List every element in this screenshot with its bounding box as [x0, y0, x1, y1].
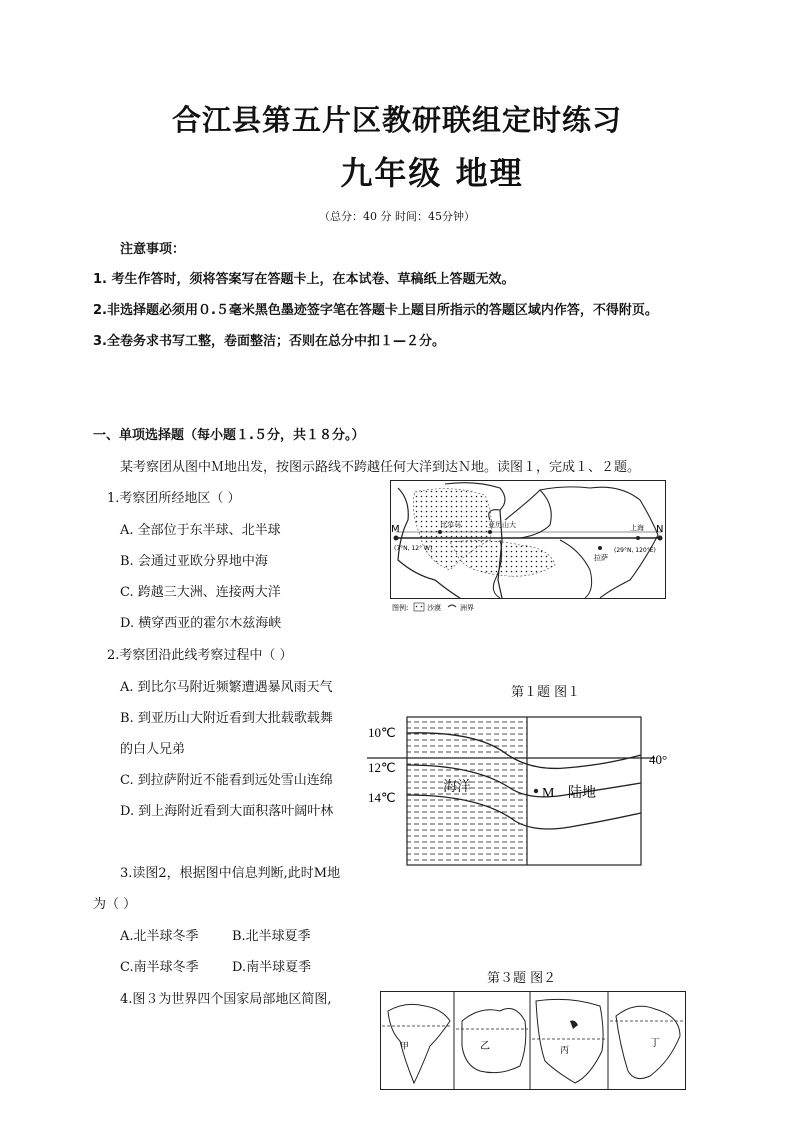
isotherm-12: 12℃ [368, 760, 396, 775]
map-label-alexandria: 亚历山大 [488, 521, 516, 529]
section1-heading: 一、单项选择题（每小题１.５分，共１８分。） [93, 428, 365, 443]
figure1-map [390, 480, 666, 615]
q4-stem: 4.图３为世界四个国家局部地区简图, [120, 992, 332, 1007]
note-item-1: 1. 考生作答时，须将答案写在答题卡上，在本试卷、草稿纸上答题无效。 [93, 272, 515, 287]
ocean-label: 海洋 [443, 779, 471, 795]
q2-stem: 2.考察团沿此线考察过程中（ ） [107, 648, 293, 663]
q2-option-d: D. 到上海附近看到大面积落叶阔叶林 [120, 804, 334, 819]
q1-option-d: D. 横穿西亚的霍尔木兹海峡 [120, 616, 282, 631]
map-legend-desert: 沙漠 [427, 604, 441, 612]
q2-option-b-cont: 的白人兄弟 [120, 742, 186, 757]
figure1-caption: 第１题 图１ [511, 685, 581, 700]
map-legend-border: 洲界 [460, 604, 474, 612]
map-label-bilma: 比尔马 [440, 521, 461, 529]
q2-option-b: B. 到亚历山大附近看到大批载歌载舞 [120, 711, 333, 726]
notes-heading: 注意事项： [120, 242, 186, 257]
q2-option-a: A. 到比尔马附近频繁遭遇暴风雨天气 [120, 680, 333, 695]
q3-option-d: D.南半球夏季 [232, 960, 312, 975]
point-m: M [542, 786, 555, 801]
score-info: （总分：40 分 时间：45分钟） [319, 210, 475, 223]
figure3-panel-3: 丙 [560, 1046, 570, 1056]
q1-option-c: C. 跨越三大洲、连接两大洋 [120, 585, 281, 600]
map-label-m-coord: (7°N, 12° W) [394, 545, 433, 552]
map-label-lhasa: 拉萨 [594, 554, 608, 562]
section1-intro: 某考察团从图中Ｍ地出发，按图示路线不跨越任何大洋到达Ｎ地。读图１，完成１、２题。 [120, 460, 641, 475]
map-label-n-coord: (29°N, 120°E) [614, 547, 656, 554]
q3-stem-line2: 为（ ） [93, 897, 137, 912]
q3-option-b: B.北半球夏季 [232, 929, 311, 944]
figure3-panel-2: 乙 [480, 1041, 490, 1052]
map-label-m: M [391, 524, 400, 535]
note-item-3: 3.全卷务求书写工整，卷面整洁；否则在总分中扣１—２分。 [93, 334, 445, 349]
figure2-isotherms [365, 713, 715, 870]
figure3-panel-4: 丁 [650, 1038, 660, 1049]
figure3-panel-1: 甲 [400, 1042, 410, 1052]
figure2-caption: 第３题 图２ [487, 971, 557, 986]
q3-stem-line1: 3.读图2，根据图中信息判断,此时M地 [120, 866, 341, 881]
isotherm-14: 14℃ [368, 790, 396, 805]
figure3-maps [380, 991, 686, 1090]
map-label-n: N [656, 524, 664, 535]
map-label-shanghai: 上海 [630, 524, 644, 532]
map-legend-title: 图例: [392, 604, 409, 612]
q3-option-c: C.南半球冬季 [120, 960, 199, 975]
exam-title: 合江县第五片区教研联组定时练习 [171, 103, 622, 137]
q2-option-c: C. 到拉萨附近不能看到远处雪山连绵 [120, 773, 333, 788]
q1-option-b: B. 会通过亚欧分界地中海 [120, 554, 268, 569]
q3-option-a: A.北半球冬季 [120, 929, 199, 944]
note-item-2: 2.非选择题必须用０.５毫米黑色墨迹签字笔在答题卡上题目所指示的答题区域内作答，不得附页。 [93, 303, 658, 318]
isotherm-10: 10℃ [368, 725, 396, 740]
q1-stem: 1.考察团所经地区（ ） [107, 491, 241, 506]
land-label: 陆地 [568, 785, 596, 801]
latitude-40: 40° [649, 752, 668, 767]
q1-option-a: A. 全部位于东半球、北半球 [120, 523, 281, 538]
exam-subtitle: 九年级 地理 [340, 154, 524, 192]
